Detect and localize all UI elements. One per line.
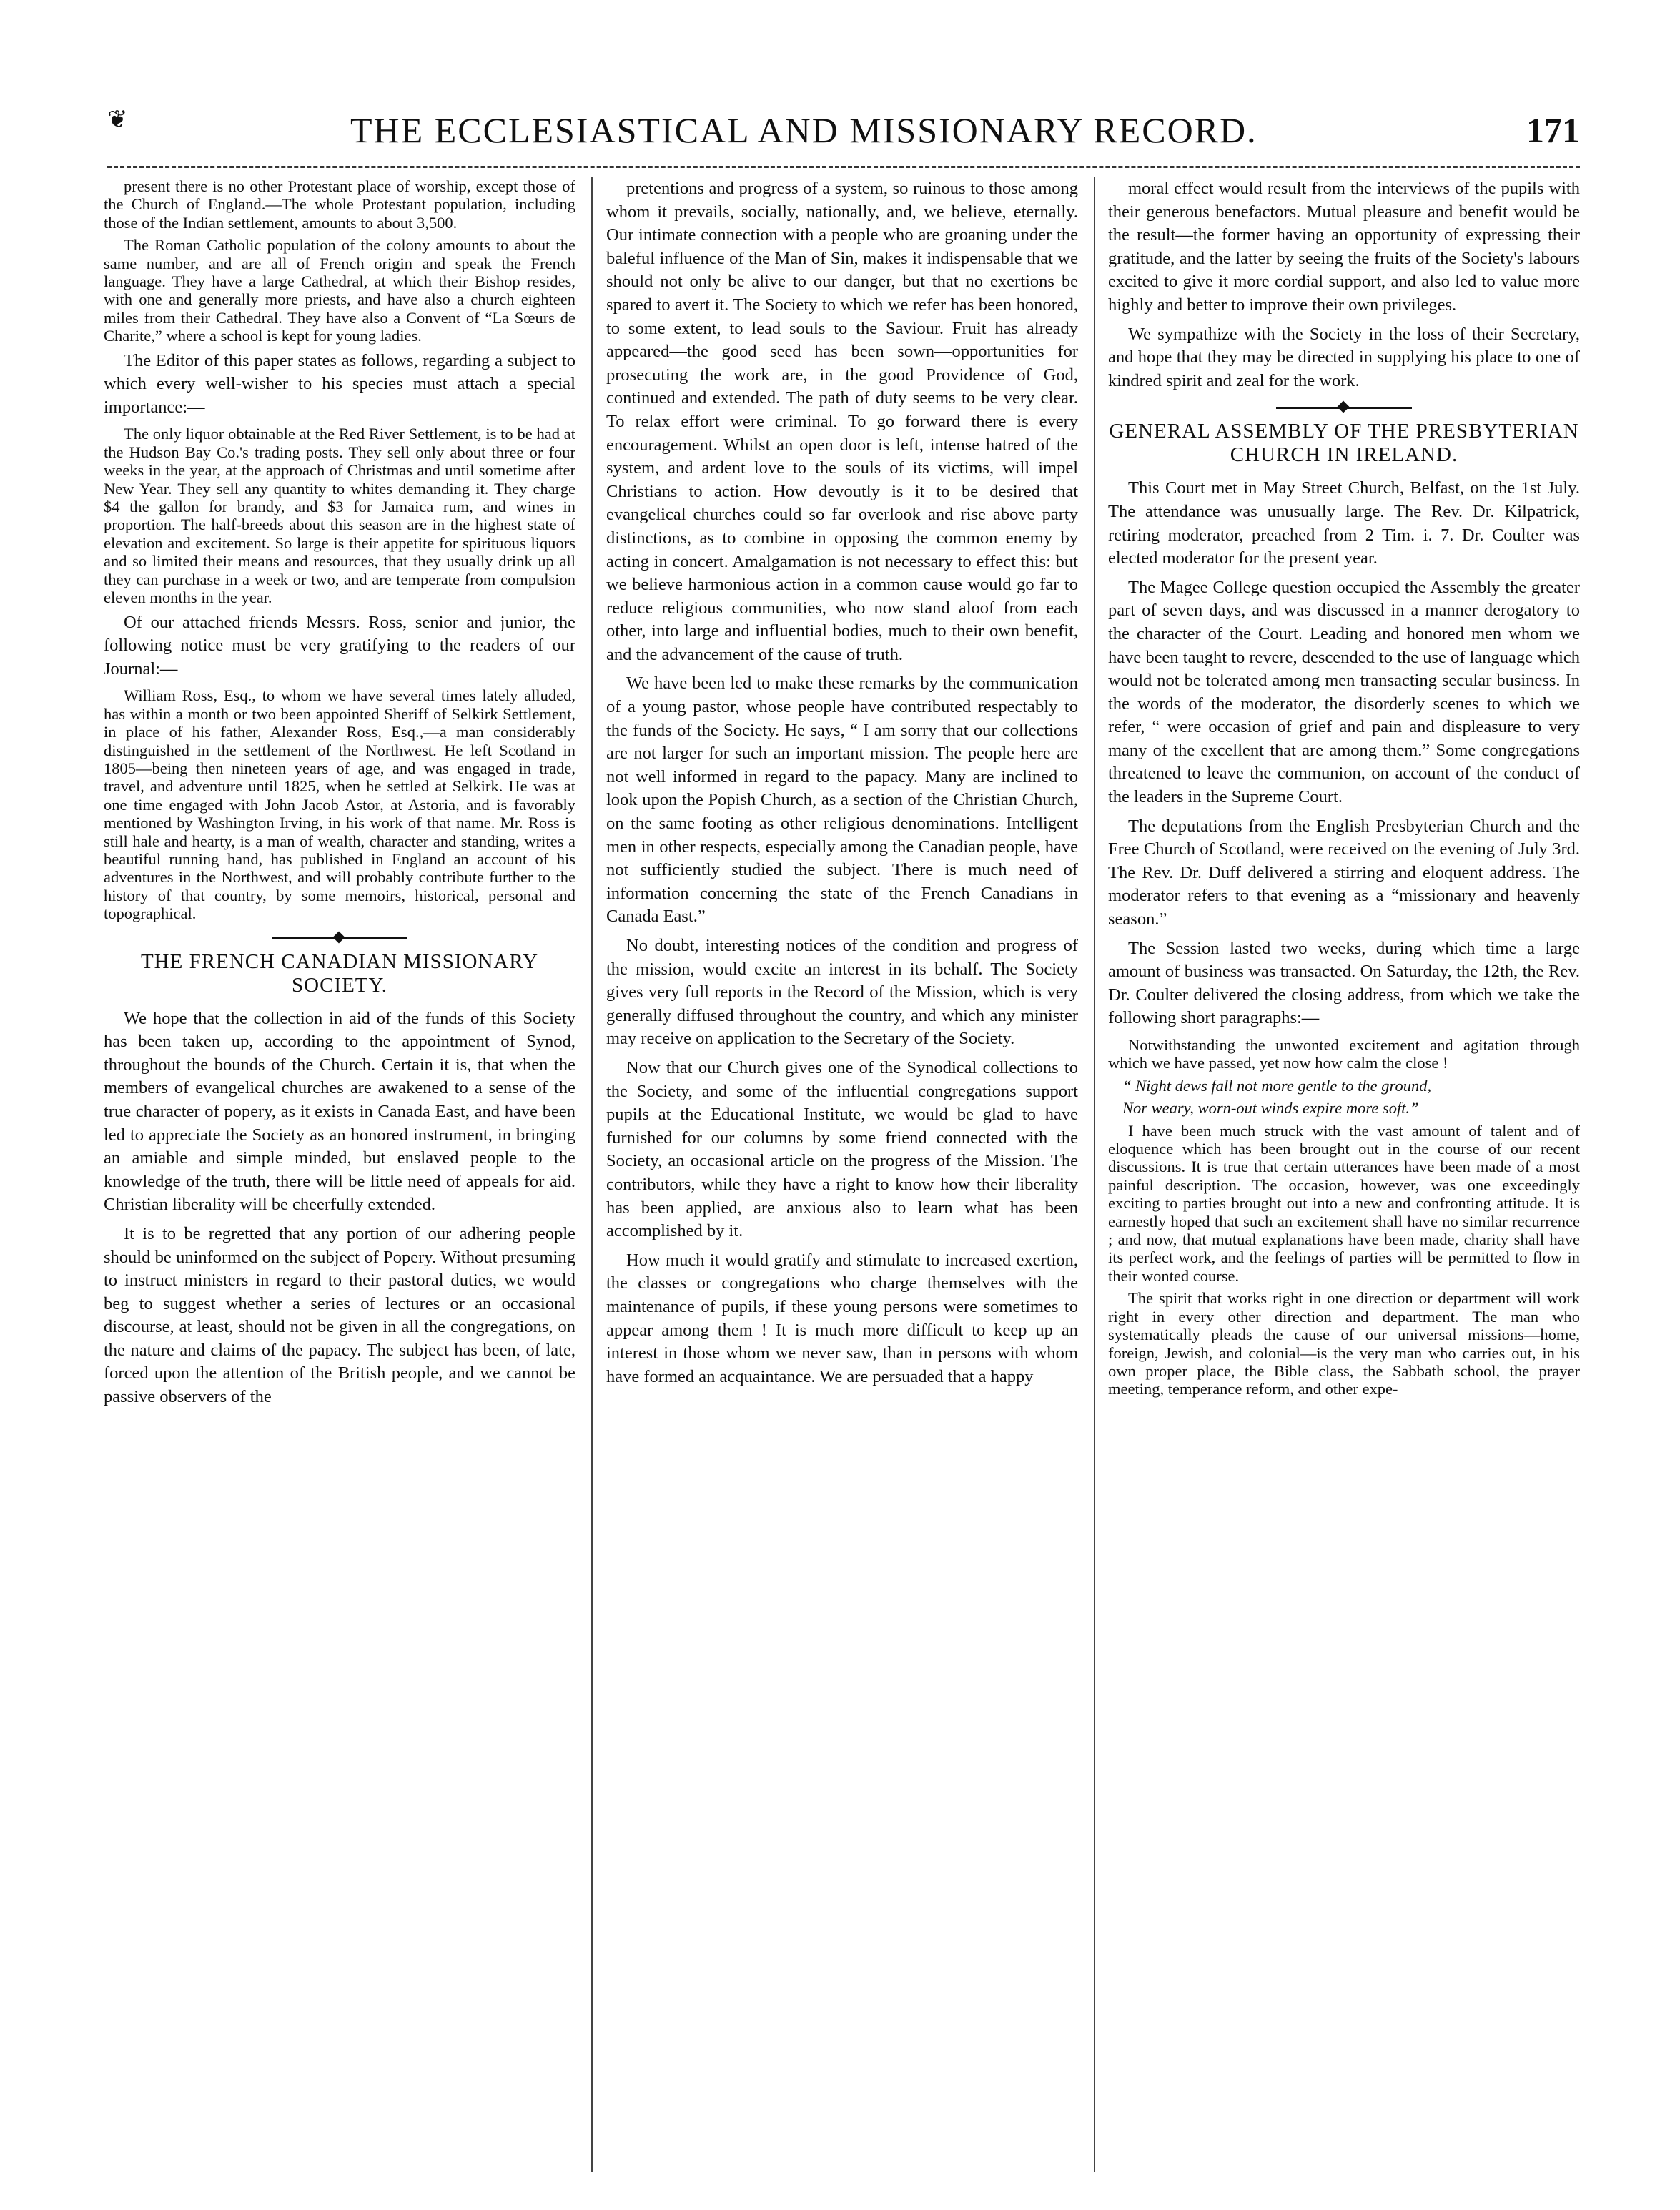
paragraph: moral effect would result from the interviews of the pupils with their generous benefactors. Mutual pleasure and benefit would be the result—the former having an opportunity of expressing their gratitude, and the latter by seeing the fruits of the Society's labours excited to give it more cordial support, and also led to value more highly and better to improve their own privileges.: [1108, 179, 1580, 315]
column-1: [104, 177, 575, 2179]
column-3: [1108, 177, 1580, 2179]
paragraph: The only liquor obtainable at the Red River Settlement, is to be had at the Hudson Bay Co.'s trading posts. They sell only about three or four weeks in the year, at the approach of Christmas and until sometime after New Year. They sell any quantity to whites demanding it. They charge $4 the gallon for brandy, and $3 for Jamaica rum, and wines in proportion. The half-breeds about this season are in the highest state of elevation and excitement. So large is their appetite for spirituous liquors and so limited their means and resources, that they usually drink up all they can purchase in a week or two, and are temperate from compulsion eleven months in the year.: [104, 425, 575, 607]
page-number: 171: [1526, 110, 1580, 150]
section-heading: THE FRENCH CANADIAN MISSIONARY SOCIETY.: [140, 949, 539, 997]
journal-title: THE ECCLESIASTICAL AND MISSIONARY RECORD.: [350, 110, 1257, 150]
section-heading: GENERAL ASSEMBLY OF THE PRESBYTERIAN CHURCH IN IRELAND.: [1109, 420, 1579, 467]
paragraph: pretentions and progress of a system, so ruinous to those among whom it prevails, socially, nationally, and, we believe, eternally. Our intimate connection with a people who are groaning under the baleful influence of the Man of Sin, makes it indispensable that we should not only be alive to our danger, but that no exertions be spared to avert it. The Society to which we refer has been honored, to some extent, to lead souls to the Saviour. Fruit has already appeared—the good seed has been sown—opportunities for prosecuting the work are, in the good Providence of God, continued and extended. The path of duty seems to be very clear. To relax effort were criminal. To go forward there is every encouragement. Whilst an open door is left, intense hatred of the system, and ardent love to the souls of its victims, will impel Christians to action. How devoutly is it to be desired that evangelical churches could so far overlook and rise above party distinctions, as to combine in opposing the common enemy by acting in concert. Amalgamation is not necessary to effect this: but we believe harmonious action in a common cause would go far to reduce religious communities, who now stand aloof from each other, into large and influential bodies, much to their own benefit, and the advancement of the cause of truth.: [606, 179, 1078, 664]
paragraph: I have been much struck with the vast amount of talent and of eloquence which has been brought out in the course of our recent discussions. It is true that certain utterances have been made of a most painful description. The occasion, however, was one exceedingly exciting to parties brought out into a new and confronting attitude. It is earnestly hoped that such an excitement shall have no similar recurrence ; and now, that mutual explanations have been made, charity shall have its perfect work, and the feelings of parties will be permitted to flow in their wonted course.: [1108, 1121, 1580, 1285]
page-header: [107, 106, 1580, 163]
verse-line: Nor weary, worn-out winds expire more soft.”: [1122, 1099, 1419, 1118]
paragraph: The Magee College question occupied the Assembly the greater part of seven days, and was discussed in a manner derogatory to the character of the Court. Leading and honored men whom we have been taught to revere, descended to the use of language which would not be tolerated among men transacting secular business. In the words of the moderator, the disorderly scenes to which we refer, “ were occasion of grief and pain and displeasure to very many of the excellent that are among them.” Some congregations threatened to leave the communion, on account of the conduct of the leaders in the Supreme Court.: [1108, 577, 1580, 807]
paragraph: Of our attached friends Messrs. Ross, senior and junior, the following notice must be very gratifying to the readers of our Journal:—: [104, 612, 575, 679]
paragraph: No doubt, interesting notices of the condition and progress of the mission, would excite an interest in its behalf. The Society gives very full reports in the Record of the Mission, which is very generally diffused throughout the country, and which any minister may receive on application to the Secretary of the Society.: [606, 936, 1078, 1049]
paragraph: The spirit that works right in one direction or department will work right in every other direction and department. The man who systematically pleads the cause of our universal missions—home, foreign, Jewish, and colonial—is the very man who carries out, in his own proper place, the Bible class, the Sabbath school, the prayer meeting, temperance reform, and other expe-: [1108, 1289, 1580, 1398]
paragraph: It is to be regretted that any portion of our adhering people should be uninformed on the subject of Popery. Without presuming to instruct ministers in regard to their pastoral duties, we would beg to suggest whether a series of lectures or an occasional discourse, at least, should not be given in all the congregations, on the nature and claims of the papacy. The subject has been, of late, forced upon the attention of the British people, and we cannot be passive observers of the: [104, 1223, 575, 1407]
column-rule-1: [591, 177, 593, 2172]
paragraph: This Court met in May Street Church, Belfast, on the 1st July. The attendance was unusually large. The Rev. Dr. Kilpatrick, retiring moderator, preached from 2 Tim. i. 7. Dr. Coulter was elected moderator for the present year.: [1108, 478, 1580, 568]
fleuron-ornament-icon: ❦: [107, 107, 128, 133]
paragraph: Now that our Church gives one of the Synodical collections to the Society, and some of the influential congregations support pupils at the Educational Institute, we would be glad to have furnished for our columns by some friend connected with the Society, an occasional article on the progress of the Mission. The contributors, while they have a right to know how their liberality has been applied, are anxious also to learn what has been accomplished by it.: [606, 1057, 1078, 1241]
paragraph: The Session lasted two weeks, during which time a large amount of business was transacted. On Saturday, the 12th, the Rev. Dr. Coulter delivered the closing address, from which we take the following short paragraphs:—: [1108, 938, 1580, 1028]
header-rule: [107, 166, 1580, 168]
paragraph: We hope that the collection in aid of the funds of this Society has been taken up, according to the appointment of Synod, throughout the bounds of the Church. Certain it is, that when the members of evangelical churches are awakened to a sense of the true character of popery, as it exists in Canada East, and have been led to appreciate the Society as an honored instrument, in bringing an amiable and simple minded, but enslaved people to the knowledge of the truth, there will be little need of appeals for aid. Christian liberality will be cheerfully extended.: [104, 1008, 575, 1215]
column-rule-2: [1094, 177, 1095, 2172]
paragraph: How much it would gratify and stimulate to increased exertion, the classes or congregations who charge themselves with the maintenance of pupils, if these young persons were sometimes to appear among them ! It is much more difficult to keep up an interest in those whom we never saw, than in persons with whom have formed an acquaintance. We are persuaded that a happy: [606, 1250, 1078, 1386]
verse-line: “ Night dews fall not more gentle to the ground,: [1122, 1076, 1432, 1095]
column-2: [606, 177, 1078, 2179]
section-divider: [272, 933, 407, 943]
paragraph: The Roman Catholic population of the colony amounts to about the same number, and are all of French origin and speak the French language. They have a large Cathedral, at which their Bishop resides, with one and generally more priests, and have also a church eighteen miles from their Cathedral. They have also a Convent of “La Sœurs de Charite,” where a school is kept for young ladies.: [104, 236, 575, 345]
paragraph: present there is no other Protestant place of worship, except those of the Church of England.—The whole Protestant population, including those of the Indian settlement, amounts to about 3,500.: [104, 177, 575, 232]
paragraph: Notwithstanding the unwonted excitement and agitation through which we have passed, yet now how calm the close !: [1108, 1036, 1580, 1072]
section-divider: [1276, 403, 1412, 413]
paragraph: William Ross, Esq., to whom we have several times lately alluded, has within a month or two been appointed Sheriff of Selkirk Settlement, in place of his father, Alexander Ross, Esq.,—a man considerably distinguished in the settlement of the Northwest. He left Scotland in 1805—being then nineteen years of age, and was engaged in trade, travel, and adventure until 1825, when he settled at Selkirk. He was at one time engaged with John Jacob Astor, at Astoria, and is favorably mentioned by Washington Irving, in his work of that name. Mr. Ross is still hale and hearty, is a man of wealth, character and standing, writes a beautiful running hand, has published in England an account of his adventures in the Northwest, and will probably contribute further to the history of that country, by some memoirs, historical, personal and topographical.: [104, 686, 575, 923]
paragraph: We have been led to make these remarks by the communication of a young pastor, whose people have contributed respectably to the funds of the Society. He says, “ I am sorry that our collections are not larger for such an important mission. The people here are not well informed in regard to the papacy. Many are inclined to look upon the Popish Church, as a section of the Christian Church, on the same footing as other religious denominations. Intelligent men in other respects, especially among the Canadian people, have not sufficiently studied the subject. There is much need of information concerning the state of the French Canadians in Canada East.”: [606, 674, 1078, 927]
paragraph: We sympathize with the Society in the loss of their Secretary, and hope that they may be directed in supplying his place to one of kindred spirit and zeal for the work.: [1108, 324, 1580, 390]
paragraph: The deputations from the English Presbyterian Church and the Free Church of Scotland, were received on the evening of July 3rd. The Rev. Dr. Duff delivered a stirring and eloquent address. The moderator refers to that evening as a “missionary and heavenly season.”: [1108, 816, 1580, 929]
paragraph: The Editor of this paper states as follows, regarding a subject to which every well-wisher to his species must attach a special importance:—: [104, 350, 575, 417]
